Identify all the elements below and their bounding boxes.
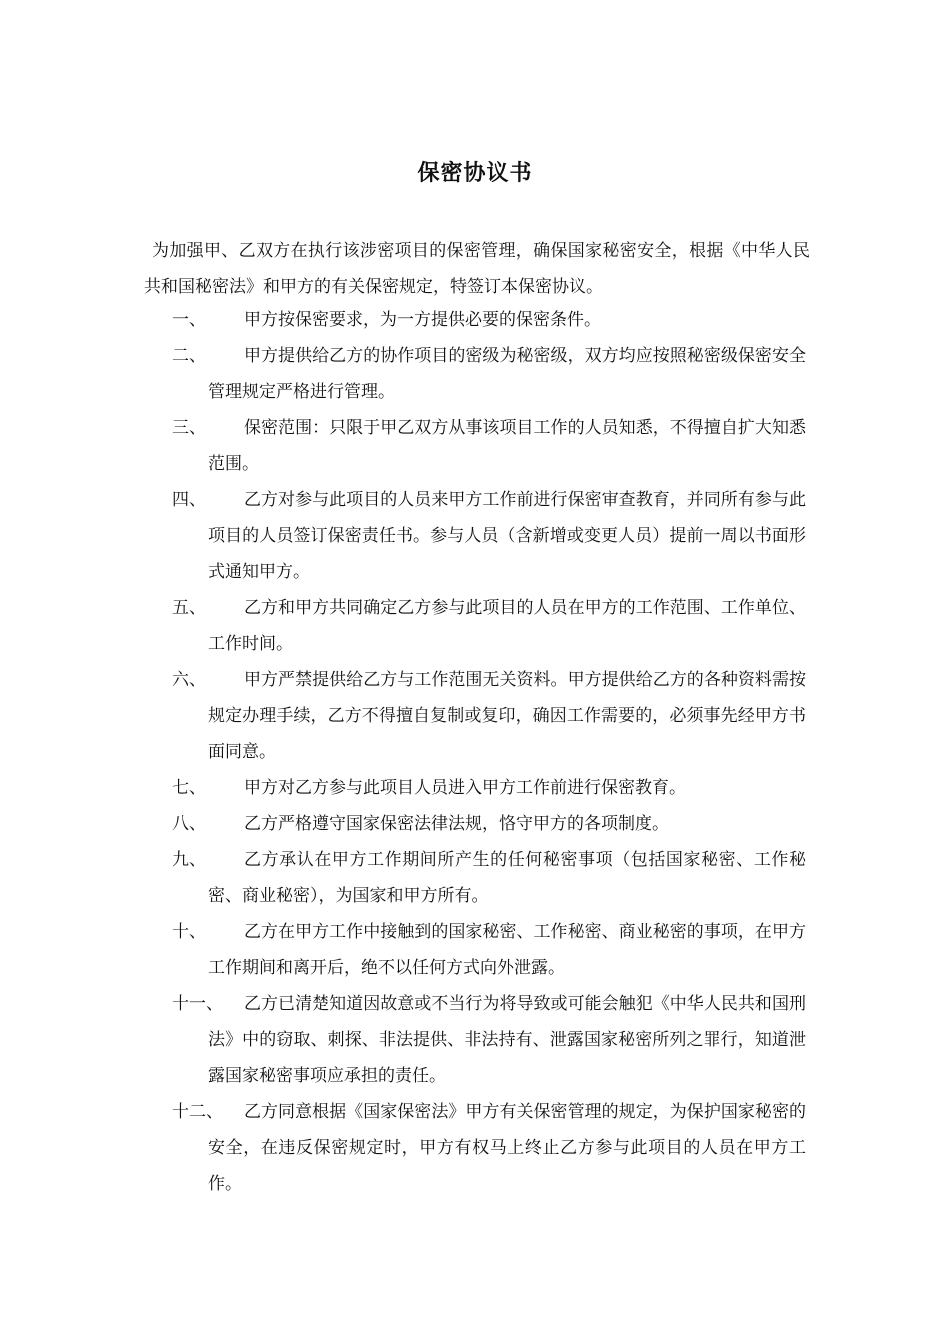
clause-number: 二、 (172, 346, 206, 366)
clause-text: 甲方严禁提供给乙方与工作范围无关资料。甲方提供给乙方的各种资料需按规定办理手续，乙方不得擅自复制或复印，确因工作需要的，必须事先经甲方书面同意。 (208, 670, 806, 762)
document-title: 保密协议书 (417, 161, 533, 186)
clause-number: 十二、 (172, 1102, 223, 1122)
clause-list (0, 302, 950, 1202)
clause-item (0, 302, 950, 338)
clause-item (0, 770, 950, 806)
clause-text: 甲方按保密要求，为一方提供必要的保密条件。 (244, 310, 601, 330)
clause-text: 乙方同意根据《国家保密法》甲方有关保密管理的规定，为保护国家秘密的安全，在违反保密规定时，甲方有权马上终止乙方参与此项目的人员在甲方工作。 (208, 1102, 806, 1194)
clause-item (0, 662, 950, 770)
clause-number: 四、 (172, 490, 206, 510)
clause-text: 保密范围：只限于甲乙双方从事该项目工作的人员知悉，不得擅自扩大知悉范围。 (208, 418, 806, 474)
clause-item (0, 842, 950, 914)
clause-number: 一、 (172, 310, 206, 330)
clause-item (0, 590, 950, 662)
clause-item (0, 1094, 950, 1202)
clause-number: 五、 (172, 598, 206, 618)
clause-text: 乙方对参与此项目的人员来甲方工作前进行保密审查教育，并同所有参与此项目的人员签订保密责任书。参与人员（含新增或变更人员）提前一周以书面形式通知甲方。 (208, 490, 806, 582)
clause-item (0, 806, 950, 842)
clause-item (0, 482, 950, 590)
clause-text: 乙方已清楚知道因故意或不当行为将导致或可能会触犯《中华人民共和国刑法》中的窃取、刺探、非法提供、非法持有、泄露国家秘密所列之罪行，知道泄露国家秘密事项应承担的责任。 (208, 994, 806, 1086)
clause-number: 八、 (172, 814, 206, 834)
clause-number: 十一、 (172, 994, 223, 1014)
clause-item (0, 914, 950, 986)
clause-text: 甲方提供给乙方的协作项目的密级为秘密级，双方均应按照秘密级保密安全管理规定严格进行管理。 (208, 346, 806, 402)
clause-text: 乙方在甲方工作中接触到的国家秘密、工作秘密、商业秘密的事项，在甲方工作期间和离开后，绝不以任何方式向外泄露。 (208, 922, 806, 978)
clause-text: 甲方对乙方参与此项目人员进入甲方工作前进行保密教育。 (244, 778, 686, 798)
clause-text: 乙方承认在甲方工作期间所产生的任何秘密事项（包括国家秘密、工作秘密、商业秘密），为国家和甲方所有。 (208, 850, 806, 906)
clause-item (0, 410, 950, 482)
clause-text: 乙方严格遵守国家保密法律法规，恪守甲方的各项制度。 (244, 814, 669, 834)
clause-number: 三、 (172, 418, 206, 438)
clause-number: 十、 (172, 922, 206, 942)
clause-item (0, 986, 950, 1094)
clause-number: 六、 (172, 670, 206, 690)
intro-paragraph: 为加强甲、乙双方在执行该涉密项目的保密管理，确保国家秘密安全，根据《中华人民共和国秘密法》和甲方的有关保密规定，特签订本保密协议。 (144, 241, 810, 297)
clause-text: 乙方和甲方共同确定乙方参与此项目的人员在甲方的工作范围、工作单位、工作时间。 (208, 598, 806, 654)
clause-number: 九、 (172, 850, 206, 870)
clause-item (0, 338, 950, 410)
clause-number: 七、 (172, 778, 206, 798)
